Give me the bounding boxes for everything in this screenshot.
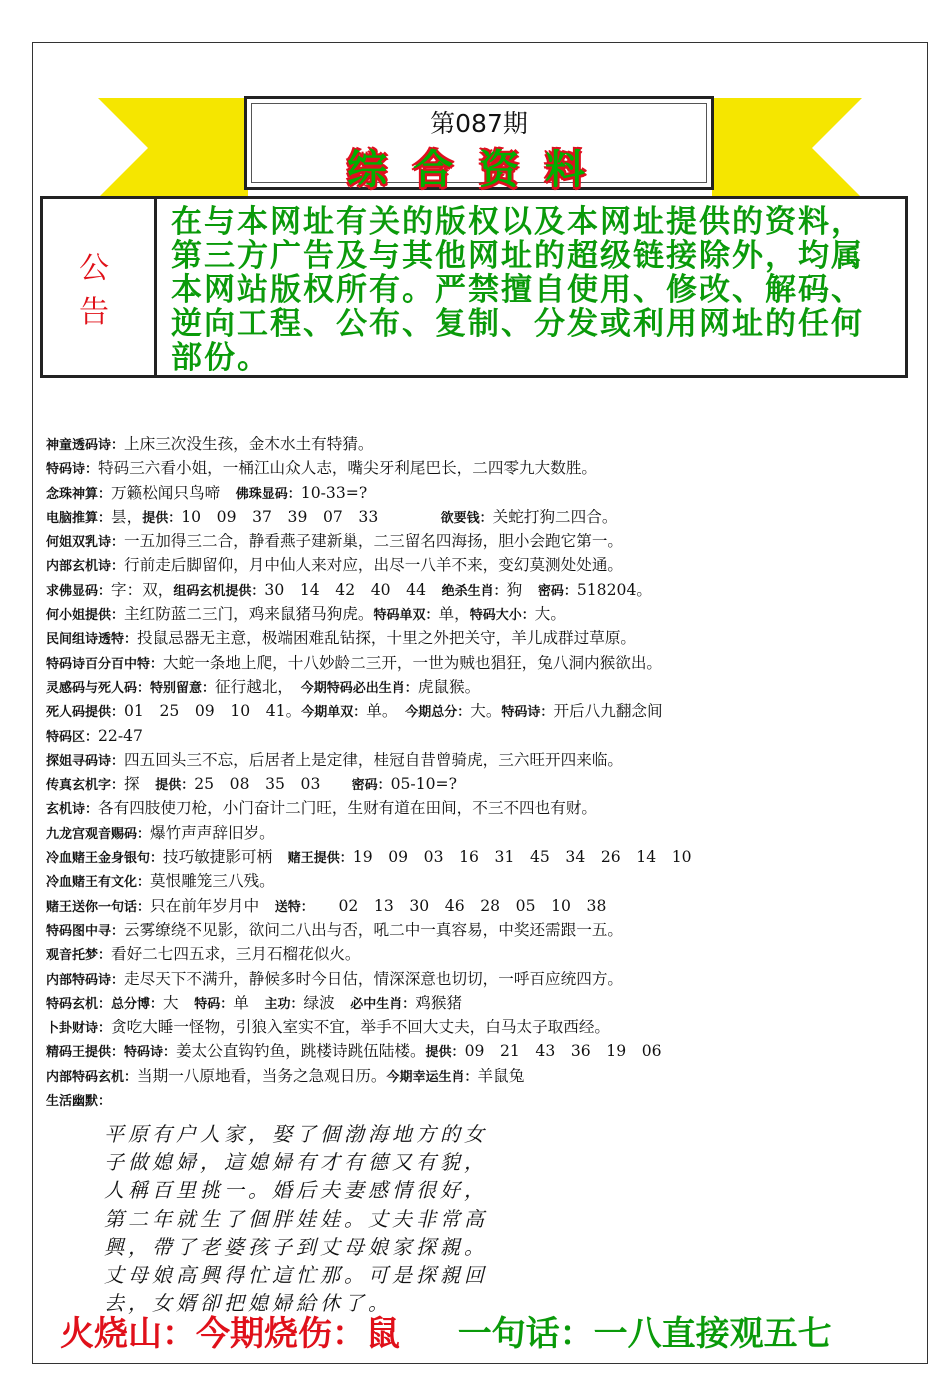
line-key: 九龙宫观音赐码： (46, 826, 151, 842)
info-line (46, 845, 906, 869)
line-value: 大。 (470, 702, 502, 721)
line-key: 冷血赌王有文化： (46, 875, 151, 891)
line-value: 上床三次没生孩，金木水土有特猜。 (124, 435, 374, 453)
line-key: 特码诗： (501, 705, 554, 721)
line-value: 看好二七四五求，三月石榴花似火。 (111, 945, 361, 964)
info-line (46, 967, 906, 991)
line-key: 特别留意： (150, 680, 216, 696)
line-value: 02 13 30 46 28 05 10 38 (307, 896, 607, 915)
info-line (46, 432, 906, 456)
line-value: 绿波 (303, 993, 351, 1012)
line-key: 组码玄机提供： (173, 583, 265, 599)
info-line (46, 675, 906, 699)
line-key: 特码单双： (373, 608, 439, 624)
line-key: 特码玄机： (46, 996, 112, 1012)
line-key: 特码诗百分百中特： (46, 656, 164, 672)
line-value: 走尽天下不满升，静候多时今日估，情深深意也切切，一呼百应统四方。 (124, 969, 624, 988)
line-value: 关蛇打狗二四合。 (492, 507, 618, 526)
line-value: 莫恨雕笼三八残。 (150, 872, 275, 891)
line-key: 密码： (351, 778, 391, 794)
info-line (46, 1088, 906, 1112)
line-key: 特码区： (46, 729, 99, 745)
line-key: 赌王送你一句话： (46, 899, 151, 915)
banner-ribbon-left (98, 98, 248, 198)
line-value: 01 25 09 10 41。 (124, 702, 302, 721)
info-line (46, 1039, 906, 1063)
line-value: 昙， (111, 507, 143, 526)
info-line (46, 699, 906, 723)
line-key: 冷血赌王金身银句： (46, 851, 164, 867)
info-line (46, 918, 906, 942)
info-line (46, 578, 906, 602)
info-line (46, 772, 906, 796)
header-inner (251, 103, 707, 193)
line-value: 22-47 (98, 726, 143, 745)
humor-line: 去，女婿卻把媳婦給休了。 (104, 1291, 392, 1316)
line-value: 单。 (366, 702, 406, 721)
info-line (46, 456, 906, 480)
info-line (46, 894, 906, 918)
line-value: 大 (163, 993, 195, 1012)
line-key: 卜卦财诗： (46, 1021, 112, 1037)
line-value: 只在前年岁月中 (150, 896, 275, 915)
line-value: 各有四肢使刀枪，小门奋计二门旺，生财有道在田间，不三不四也有财。 (98, 799, 598, 818)
humor-line: 第二年就生了個胖娃娃。丈夫非常高 (104, 1206, 488, 1231)
line-key: 佛珠显码： (235, 486, 301, 502)
header-box (244, 96, 714, 193)
line-key: 电脑推算： (46, 510, 112, 526)
line-key: 神童透码诗： (46, 438, 125, 453)
line-key: 何姐双乳诗： (46, 535, 125, 551)
line-key: 今期单双： (301, 705, 367, 721)
info-line (46, 1015, 906, 1039)
line-value: 一五加得三二合，静看燕子建新巢，二三留名四海扬，胆小会跑它第一。 (124, 532, 624, 551)
line-key: 特码诗： (46, 462, 99, 478)
line-key: 内部玄机诗： (46, 559, 125, 575)
line-key: 提供： (142, 510, 182, 526)
line-key: 提供： (425, 1045, 465, 1061)
notice-box (40, 196, 908, 378)
line-value: 大蛇一条地上爬，十八妙龄二三开，一世为贼也猖狂，兔八洞内猴欲出。 (163, 653, 663, 672)
info-line (46, 748, 906, 772)
line-key: 念珠神算： (46, 486, 112, 502)
humor-line: 人稱百里挑一。婚后夫妻感情很好， (104, 1178, 488, 1203)
line-value: 特码三六看小姐，一桶江山众人志，嘴尖牙利尾巴长，二四零九大数胜。 (98, 459, 598, 478)
info-line (46, 651, 906, 675)
line-value: 虎鼠猴。 (417, 677, 481, 696)
footer-one-sentence: 一句话：一八直接观五七 (457, 1314, 832, 1354)
line-value: 开后八九翻念间 (553, 702, 663, 721)
line-key: 密码： (537, 583, 577, 599)
line-value: 05-10=? (390, 775, 457, 794)
humor-line: 子做媳婦，這媳婦有才有德又有貌， (104, 1150, 488, 1175)
line-value: 行前走后脚留仰，月中仙人来对应，出尽一八羊不来，变幻莫测处处通。 (124, 556, 624, 575)
line-value: 单， (438, 605, 470, 624)
line-key: 今期幸运生肖： (386, 1069, 478, 1085)
line-value: 狗 (506, 580, 538, 599)
line-key: 精码王提供： (46, 1045, 125, 1061)
humor-story (104, 1120, 694, 1317)
line-key: 民间组诗透特： (46, 632, 138, 648)
banner-ribbon-right (712, 98, 862, 198)
info-line (46, 602, 906, 626)
info-line (46, 529, 906, 553)
line-key: 总分博： (111, 996, 164, 1012)
line-value: 10 09 37 39 07 33 (181, 507, 441, 526)
info-line (46, 553, 906, 577)
info-lines (46, 432, 906, 1112)
line-key: 今期总分： (405, 705, 471, 721)
line-value: 云雾缭绕不见影，欲问二八出与否，吼二中一真容易，中奖还需跟一五。 (124, 920, 624, 939)
line-value: 万籁松闻只鸟啼 (111, 483, 236, 502)
line-key: 赌王提供： (287, 851, 353, 867)
line-value: 19 09 03 16 31 45 34 26 14 10 (352, 848, 692, 867)
info-line (46, 724, 906, 748)
page-title: 综合资料 (347, 147, 611, 193)
footer (60, 1306, 832, 1355)
notice-text: 在与本网址有关的版权以及本网址提供的资料，第三方广告及与其他网址的超级链接除外，均属本网站版权所有。严禁擅自使用、修改、解码、逆向工程、公布、复制、分发或利用网址的任何部份。 (171, 204, 864, 376)
line-key: 送特： (274, 899, 308, 915)
line-key: 内部特码诗： (46, 972, 125, 988)
line-key: 特码诗： (124, 1045, 177, 1061)
line-value: 主红防蓝二三门，鸡来鼠猪马狗虎。 (124, 605, 374, 624)
issue-number: 第087期 (430, 109, 528, 138)
info-line (46, 1064, 906, 1088)
info-line (46, 821, 906, 845)
line-key: 死人码提供： (46, 705, 125, 721)
line-value: 投鼠忌器无主意，极端困难乱钻探，十里之外把关守，羊儿成群过草原。 (137, 629, 637, 648)
notice-label: 公告 (79, 251, 145, 330)
line-value: 单 (233, 993, 265, 1012)
line-key: 特码大小： (469, 608, 535, 624)
info-line (46, 796, 906, 820)
line-key: 内部特码玄机： (46, 1069, 138, 1085)
line-key: 必中生肖： (350, 996, 416, 1012)
info-line (46, 991, 906, 1015)
line-value: 羊鼠兔 (477, 1066, 525, 1085)
line-value: 字：双， (111, 580, 174, 599)
info-line (46, 942, 906, 966)
line-value: 30 14 42 40 44 (264, 580, 442, 599)
info-line (46, 505, 906, 529)
line-value: 探 (124, 775, 156, 794)
line-value: 25 08 35 03 (194, 775, 352, 794)
line-value: 贪吃大睡一怪物，引狼入室实不宜，举手不回大丈夫，白马太子取西经。 (111, 1018, 611, 1037)
line-key: 何小姐提供： (46, 608, 125, 624)
line-value: 09 21 43 36 19 06 (464, 1042, 662, 1061)
notice-label-cell (43, 199, 157, 375)
line-value: 518204。 (576, 580, 652, 599)
line-value: 技巧敏捷影可柄 (163, 848, 288, 867)
line-key: 探姐寻码诗： (46, 753, 125, 769)
line-key: 观音托梦： (46, 948, 112, 964)
info-line (46, 626, 906, 650)
line-key: 求佛显码： (46, 583, 112, 599)
humor-line: 平原有户人家，娶了個渤海地方的女 (104, 1122, 488, 1146)
line-key: 欲要钱： (440, 510, 493, 526)
footer-fire-mountain: 火烧山：今期烧伤：鼠 (60, 1314, 400, 1354)
line-key: 灵感码与死人码： (46, 680, 151, 696)
line-value: 鸡猴猪 (415, 993, 463, 1012)
line-value: 当期一八原地看，当务之急观日历。 (137, 1066, 387, 1085)
line-key: 特码图中寻： (46, 923, 125, 939)
info-line (46, 869, 906, 893)
line-key: 特码： (194, 996, 234, 1012)
line-value: 四五回头三不忘，后居者上是定律，桂冠自昔曾骑虎，三六旺开四来临。 (124, 750, 624, 769)
line-key: 传真玄机字： (46, 778, 125, 794)
line-value: 爆竹声声辞旧岁。 (150, 823, 275, 842)
line-value: 征行越北， (215, 677, 301, 696)
line-key: 今期特码必出生肖： (300, 680, 418, 696)
line-value: 10-33=? (300, 483, 368, 502)
humor-line: 丈母娘高興得忙這忙那。可是探親回 (104, 1263, 488, 1288)
info-line (46, 481, 906, 505)
humor-line: 興，帶了老婆孩子到丈母娘家探親。 (104, 1234, 488, 1259)
line-key: 绝杀生肖： (441, 583, 507, 599)
line-value: 姜太公直钩钓鱼，跳楼诗跳伍陆楼。 (176, 1042, 426, 1061)
line-value: 大。 (534, 605, 566, 624)
line-key: 主功： (264, 996, 304, 1012)
line-key: 玄机诗： (46, 802, 99, 818)
line-key: 生活幽默： (46, 1094, 112, 1110)
line-key: 提供： (155, 778, 195, 794)
